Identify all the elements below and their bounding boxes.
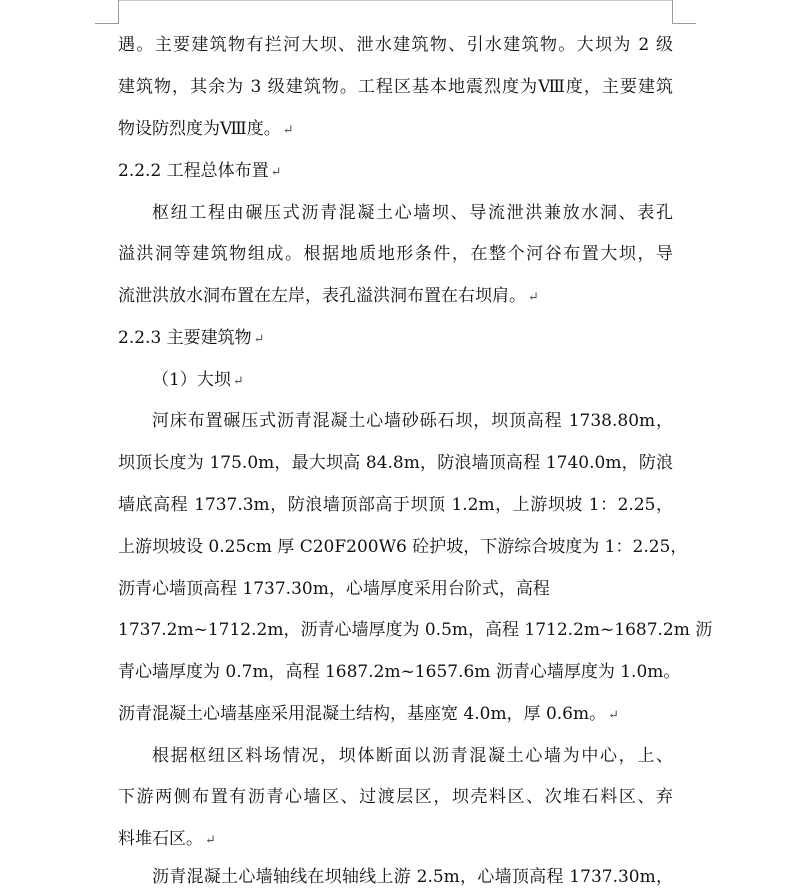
subsection-heading: （1）大坝 ↵	[152, 370, 244, 390]
body-text-line: 物设防烈度为Ⅷ度。 ↵	[118, 119, 294, 139]
body-text-line: 遇。主要建筑物有拦河大坝、泄水建筑物、引水建筑物。大坝为 2 级	[118, 35, 673, 55]
body-text-line: 下游两侧布置有沥青心墙区、过渡层区，坝壳料区、次堆石料区、弃	[118, 787, 673, 807]
paragraph-mark-icon: ↵	[608, 708, 620, 723]
section-heading: 2.2.2 工程总体布置 ↵	[118, 161, 282, 181]
section-heading: 2.2.3 主要建筑物 ↵	[118, 328, 265, 348]
body-text-line: 上游坝坡设 0.25cm 厚 C20F200W6 砼护坡，下游综合坡度为 1：2.25，	[118, 537, 688, 557]
body-text-line: 河床布置碾压式沥青混凝土心墙砂砾石坝，坝顶高程 1738.80m，	[152, 411, 673, 431]
body-text-line: 建筑物，其余为 3 级建筑物。工程区基本地震烈度为Ⅷ度，主要建筑	[118, 77, 673, 97]
paragraph-mark-icon: ↵	[528, 290, 539, 305]
crop-mark-top-left	[95, 23, 119, 24]
body-text-line: 沥青心墙顶高程 1737.30m，心墙厚度采用台阶式，高程	[118, 579, 550, 599]
body-text-line: 枢纽工程由碾压式沥青混凝土心墙坝、导流泄洪兼放水洞、表孔	[152, 203, 673, 223]
body-text-line: 料堆石区。 ↵	[118, 829, 216, 849]
paragraph-mark-icon: ↵	[282, 123, 294, 138]
page-top-border	[118, 0, 673, 1]
crop-mark-top-right	[672, 0, 673, 24]
body-text-line: 溢洪洞等建筑物组成。根据地质地形条件，在整个河谷布置大坝，导	[118, 244, 673, 264]
paragraph-mark-icon: ↵	[253, 332, 265, 347]
body-text-line: 沥青混凝土心墙轴线在坝轴线上游 2.5m，心墙顶高程 1737.30m，	[152, 867, 673, 887]
paragraph-mark-icon: ↵	[232, 374, 244, 389]
crop-mark-top-left	[118, 0, 119, 24]
crop-mark-top-right	[672, 23, 696, 24]
body-text-line: 坝顶长度为 175.0m，最大坝高 84.8m，防浪墙顶高程 1740.0m，防浪	[118, 453, 673, 473]
paragraph-mark-icon: ↵	[270, 165, 282, 180]
body-text-line: 根据枢纽区料场情况，坝体断面以沥青混凝土心墙为中心，上、	[152, 746, 673, 766]
body-text-line: 青心墙厚度为 0.7m，高程 1687.2m~1657.6m 沥青心墙厚度为 1.0m。	[118, 662, 681, 682]
body-text-line: 墙底高程 1737.3m，防浪墙顶部高于坝顶 1.2m，上游坝坡 1：2.25，	[118, 495, 673, 515]
body-text-line: 流泄洪放水洞布置在左岸，表孔溢洪洞布置在右坝肩。 ↵	[118, 286, 539, 306]
paragraph-mark-icon: ↵	[205, 833, 216, 848]
body-text-line: 沥青混凝土心墙基座采用混凝土结构，基座宽 4.0m，厚 0.6m。 ↵	[118, 704, 620, 724]
body-text-line: 1737.2m~1712.2m，沥青心墙厚度为 0.5m，高程 1712.2m~1687.2m 沥	[118, 620, 713, 640]
